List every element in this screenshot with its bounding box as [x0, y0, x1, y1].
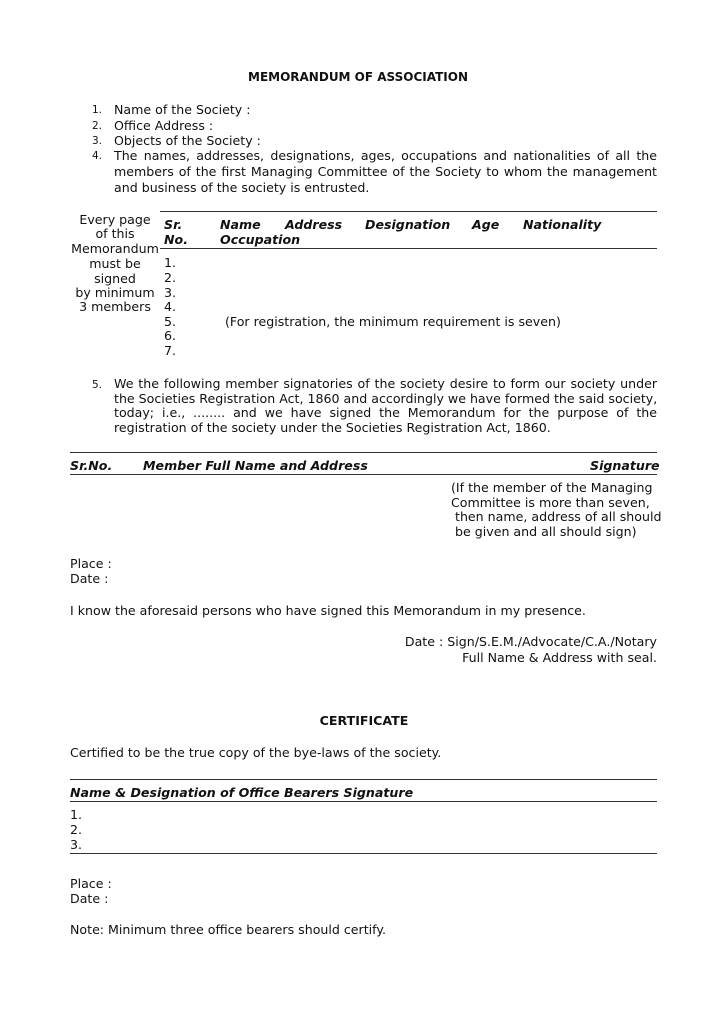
bearers-header-rule	[70, 801, 657, 802]
signatories-top-rule	[70, 452, 657, 453]
bearers-row-number: 1.	[70, 807, 83, 822]
note-text: Note: Minimum three office bearers should certify.	[70, 922, 387, 937]
bearers-bottom-rule	[70, 853, 657, 854]
header-nationality: Nationality	[523, 217, 602, 232]
bearers-top-rule	[70, 779, 657, 780]
side-note-line: of this	[95, 226, 135, 241]
item-members-text-line: The names, addresses, designations, ages, occupations and nationalities of all the	[114, 148, 657, 163]
table-top-rule	[160, 211, 657, 212]
item5-text-line: We the following member signatories of the society desire to form our society under	[114, 376, 657, 391]
bearers-header: Name & Designation of Office Bearers Signature	[70, 785, 414, 800]
signatories-note-line: be given and all should sign)	[451, 524, 637, 539]
table-row-number: 3.	[164, 285, 177, 300]
place-label: Place :	[70, 876, 112, 891]
bearers-row-number: 3.	[70, 837, 83, 852]
item-number: 2.	[92, 120, 103, 132]
table-row-number: 2.	[164, 270, 177, 285]
attestation-line: Full Name & Address with seal.	[462, 650, 657, 665]
item5-text-line: today; i.e., ........ and we have signed the Memorandum for the purpose of the	[114, 405, 657, 420]
side-note-line: Every page	[79, 212, 151, 227]
table-row-number: 1.	[164, 255, 177, 270]
side-note-line: by minimum	[75, 285, 155, 300]
item-number: 1.	[92, 104, 103, 116]
side-note-line: signed	[94, 271, 136, 286]
header-designation: Designation	[365, 217, 451, 232]
signatories-name-header: Member Full Name and Address	[143, 458, 368, 473]
certified-statement: Certified to be the true copy of the bye-laws of the society.	[70, 745, 442, 760]
header-address: Address	[285, 217, 343, 232]
signatories-note-line: (If the member of the Managing	[451, 480, 653, 495]
header-age: Age	[472, 217, 500, 232]
page-title: MEMORANDUM OF ASSOCIATION	[248, 70, 469, 84]
table-row-number: 5.	[164, 314, 177, 329]
side-note-line: must be	[89, 256, 141, 271]
item5-text-line: registration of the society under the Societies Registration Act, 1860.	[114, 420, 551, 435]
item-society-name: Name of the Society :	[114, 102, 251, 117]
header-occupation: Occupation	[220, 232, 301, 247]
table-row-number: 7.	[164, 343, 177, 358]
header-sr: Sr.	[164, 217, 183, 232]
attestation-line: Date : Sign/S.E.M./Advocate/C.A./Notary	[404, 634, 657, 649]
signatories-sr-header: Sr.No.	[70, 458, 113, 473]
item-members-text-line: and business of the society is entrusted.	[114, 180, 370, 195]
table-row-number: 4.	[164, 299, 177, 314]
side-note-line: Memorandum	[71, 241, 159, 256]
side-note	[70, 212, 160, 227]
table-row-number: 6.	[164, 328, 177, 343]
signatories-header-rule	[70, 474, 657, 475]
signatories-signature-header: Signature	[590, 458, 660, 473]
item-members-text-line: members of the first Managing Committee of the Society to whom the management	[114, 164, 657, 179]
item-number: 3.	[92, 135, 103, 147]
item-office-address: Office Address :	[114, 118, 214, 133]
item5-text-line: the Societies Registration Act, 1860 and accordingly we have formed the said society,	[114, 391, 657, 406]
signatories-note-line: then name, address of all should	[451, 509, 662, 524]
header-no: No.	[164, 232, 188, 247]
certificate-title: CERTIFICATE	[319, 713, 409, 728]
item-objects: Objects of the Society :	[114, 133, 261, 148]
signatories-note-line: Committee is more than seven,	[451, 495, 650, 510]
presence-statement: I know the aforesaid persons who have signed this Memorandum in my presence.	[70, 603, 586, 618]
item-number: 4.	[92, 150, 103, 162]
registration-note: (For registration, the minimum requirement is seven)	[225, 314, 561, 329]
date-label: Date :	[70, 891, 109, 906]
side-note-line: 3 members	[79, 299, 151, 314]
date-label: Date :	[70, 571, 109, 586]
bearers-row-number: 2.	[70, 822, 83, 837]
header-name: Name	[220, 217, 261, 232]
item-number: 5.	[92, 379, 103, 391]
table-header-rule	[160, 248, 657, 249]
place-label: Place :	[70, 556, 112, 571]
